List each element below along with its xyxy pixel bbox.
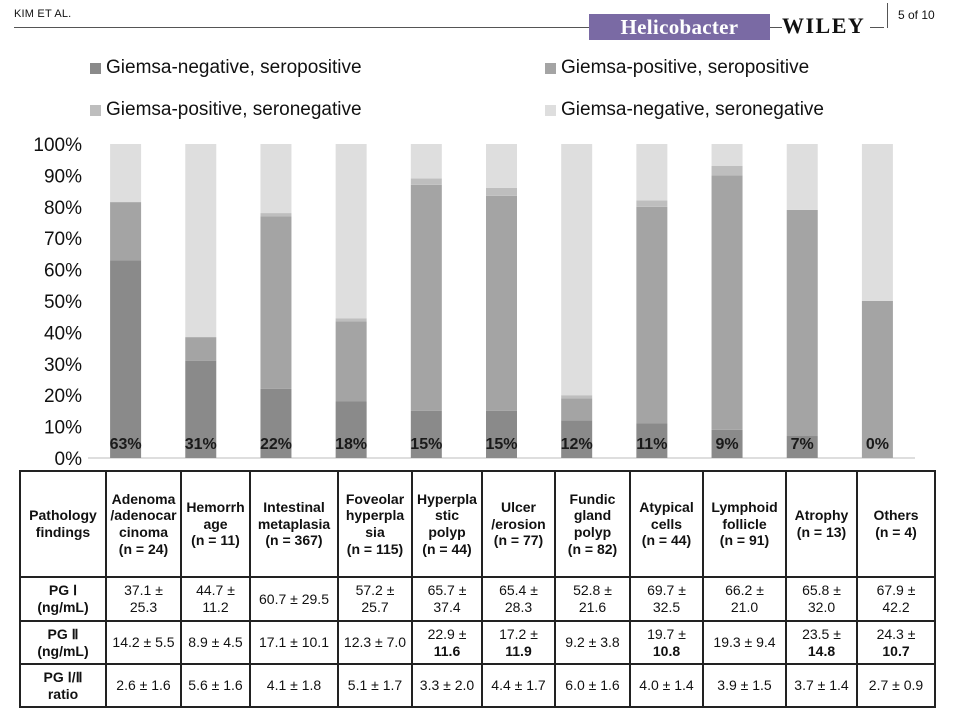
cell-text: 37.1 ± <box>124 582 163 599</box>
bar-segment-giemsa-neg-seroneg <box>712 144 743 166</box>
bar-segment-giemsa-neg-seroneg <box>787 144 818 210</box>
column-header <box>181 471 250 577</box>
cell-text: Hyperpla <box>417 490 477 507</box>
legend-swatch <box>545 63 556 74</box>
cell-text: (n = 44) <box>641 532 692 549</box>
bar-data-label: 15% <box>410 436 443 453</box>
table-cell <box>857 621 935 664</box>
cell-text: PG Ⅱ <box>47 625 79 642</box>
header-rule <box>870 27 884 28</box>
cell-text: age <box>203 515 228 532</box>
cell-text: /adenocar <box>110 507 177 524</box>
cell-text: 23.5 ± <box>802 625 841 642</box>
cell-text: Others <box>873 507 919 524</box>
cell-text: Hemorrh <box>186 499 245 516</box>
table-cell <box>250 664 338 707</box>
bar-segment-giemsa-pos-seropos <box>411 185 442 411</box>
publisher-logo: WILEY <box>782 13 866 38</box>
column-header <box>338 471 412 577</box>
bar-segment-giemsa-pos-seropos <box>486 196 517 411</box>
table-cell <box>106 577 181 621</box>
bar-segment-giemsa-neg-seroneg <box>110 144 141 202</box>
cell-text: 4.1 ± 1.8 <box>266 677 322 694</box>
bar-segment-giemsa-pos-seroneg <box>411 179 442 185</box>
cell-text: 57.2 ± <box>355 582 395 599</box>
y-tick-label: 0% <box>54 449 82 470</box>
cell-text: 11.2 <box>202 599 229 615</box>
cell-text: sia <box>365 524 385 540</box>
column-header <box>786 471 857 577</box>
cell-text: (n = 11) <box>191 532 240 549</box>
bar-segment-giemsa-neg-seroneg <box>636 144 667 201</box>
cell-text: 17.1 ± 10.1 <box>259 634 329 651</box>
cell-text: (n = 44) <box>422 540 472 557</box>
cell-text: 21.0 <box>730 599 759 615</box>
bar-data-label: 9% <box>715 436 739 453</box>
y-tick-label: 70% <box>43 229 82 251</box>
y-tick-label: 30% <box>43 354 82 376</box>
cell-text: 3.3 ± 2.0 <box>419 677 475 694</box>
cell-text: 60.7 ± 29.5 <box>259 590 329 607</box>
table-cell <box>412 621 482 664</box>
table-body <box>20 577 935 707</box>
table-cell <box>106 664 181 707</box>
legend-label: Giemsa-positive, seropositive <box>561 57 810 78</box>
table-cell <box>482 621 555 664</box>
bar-segment-giemsa-pos-seroneg <box>636 201 667 207</box>
bar-data-label: 15% <box>485 436 518 453</box>
cell-text: 2.7 ± 0.9 <box>868 677 924 694</box>
cell-text: 11.6 <box>433 642 461 659</box>
cell-text: 14.8 <box>807 642 836 659</box>
legend-item-giemsa-neg-seropos <box>90 57 362 79</box>
table-header-row <box>20 471 935 577</box>
cell-text: 11.9 <box>505 642 532 659</box>
legend-label: Giemsa-positive, seronegative <box>106 99 362 120</box>
cell-text: 65.4 ± <box>499 582 538 599</box>
column-header <box>106 471 181 577</box>
row-header <box>20 621 106 664</box>
cell-text: 4.4 ± 1.7 <box>491 677 546 694</box>
table-row <box>20 664 935 707</box>
table-cell <box>482 664 555 707</box>
legend-item-giemsa-pos-seropos <box>545 57 809 79</box>
bar-segment-giemsa-pos-seropos <box>862 301 893 458</box>
cell-text: 25.7 <box>361 599 389 615</box>
legend-label: Giemsa-negative, seronegative <box>561 99 824 120</box>
y-tick-label: 20% <box>43 386 82 408</box>
cell-text: 67.9 ± <box>876 582 916 599</box>
cell-text: cells <box>650 515 683 532</box>
table-cell <box>630 577 703 621</box>
cell-text: (ng/mL) <box>37 642 89 659</box>
y-tick-label: 50% <box>43 292 82 313</box>
bar-segment-giemsa-neg-seroneg <box>411 144 442 179</box>
cell-text: 65.8 ± <box>802 582 841 599</box>
y-tick-label: 90% <box>43 166 82 188</box>
cell-text: 4.0 ± 1.4 <box>639 677 694 694</box>
table-cell <box>857 577 935 621</box>
table-cell <box>703 621 786 664</box>
cell-text: Lymphoid <box>711 499 778 516</box>
column-header <box>630 471 703 577</box>
cell-text: Atrophy <box>794 507 849 524</box>
table-cell <box>555 577 630 621</box>
table-cell <box>555 664 630 707</box>
cell-text: PG Ⅰ/Ⅱ <box>43 668 83 685</box>
table-cell <box>106 621 181 664</box>
bar-segment-giemsa-pos-seroneg <box>561 395 592 398</box>
legend-swatch <box>545 105 556 116</box>
bar-data-label: 31% <box>184 436 217 453</box>
stacked-bar-chart <box>0 130 953 470</box>
cell-text: (n = 115) <box>346 540 404 557</box>
cell-text: ratio <box>47 685 79 702</box>
table-cell <box>412 664 482 707</box>
cell-text: 10.7 <box>882 642 910 659</box>
bar-data-label: 22% <box>259 436 292 453</box>
table-cell <box>338 621 412 664</box>
bar-segment-giemsa-pos-seropos <box>336 321 367 401</box>
table-cell <box>786 664 857 707</box>
bar-segment-giemsa-neg-seroneg <box>862 144 893 301</box>
cell-text: hyperpla <box>345 507 405 524</box>
table-cell <box>630 621 703 664</box>
table-cell <box>786 577 857 621</box>
header-rule <box>14 27 589 28</box>
table-cell <box>857 664 935 707</box>
cell-text: 17.2 ± <box>499 625 538 642</box>
table-cell <box>181 664 250 707</box>
table-cell <box>786 621 857 664</box>
cell-text: 66.2 ± <box>725 582 764 599</box>
cell-text: polyp <box>573 524 612 540</box>
table-cell <box>250 577 338 621</box>
cell-text: 22.9 ± <box>427 625 467 642</box>
bar-segment-giemsa-neg-seroneg <box>185 144 216 337</box>
table-cell <box>181 621 250 664</box>
bar-segment-giemsa-pos-seropos <box>787 210 818 436</box>
table-row <box>20 621 935 664</box>
cell-text: 9.2 ± 3.8 <box>565 634 620 651</box>
bar-segment-giemsa-pos-seropos <box>110 202 141 260</box>
table-cell <box>630 664 703 707</box>
pepsinogen-table <box>19 470 936 708</box>
cell-text: cinoma <box>118 524 168 540</box>
column-header <box>703 471 786 577</box>
table-row <box>20 577 935 621</box>
page-number: 5 of 10 <box>898 8 935 22</box>
bar-segment-giemsa-pos-seroneg <box>486 188 517 196</box>
cell-text: (n = 82) <box>567 540 618 557</box>
table-cell <box>250 621 338 664</box>
cell-text: 32.5 <box>652 599 681 615</box>
bar-data-label: 12% <box>560 436 593 453</box>
cell-text: (ng/mL) <box>37 599 89 615</box>
cell-text: Intestinal <box>263 499 325 516</box>
cell-text: 32.0 <box>807 599 836 615</box>
y-tick-label: 10% <box>43 417 82 439</box>
cell-text: Ulcer <box>500 499 537 516</box>
cell-text: 10.8 <box>652 642 681 659</box>
cell-text: 3.7 ± 1.4 <box>794 677 849 694</box>
cell-text: 19.7 ± <box>647 625 686 642</box>
column-header <box>412 471 482 577</box>
bar-data-label: 7% <box>790 436 814 453</box>
cell-text: (n = 367) <box>265 532 323 549</box>
cell-text: (n = 13) <box>796 524 847 540</box>
cell-text: Atypical <box>639 499 694 516</box>
cell-text: 8.9 ± 4.5 <box>188 634 243 651</box>
bar-data-label: 11% <box>636 436 668 453</box>
bar-segment-giemsa-pos-seroneg <box>712 166 743 175</box>
running-head-author: KIM ET AL. <box>14 8 72 20</box>
cell-text: 2.6 ± 1.6 <box>116 677 171 694</box>
cell-text: 44.7 ± <box>196 582 235 599</box>
bar-segment-giemsa-pos-seroneg <box>260 213 291 216</box>
cell-text: polyp <box>428 524 466 540</box>
bar-segment-giemsa-pos-seropos <box>185 337 216 361</box>
y-tick-label: 100% <box>33 135 82 156</box>
cell-text: 69.7 ± <box>647 582 686 599</box>
cell-text: follicle <box>722 515 767 532</box>
table-cell <box>181 577 250 621</box>
table-cell <box>338 577 412 621</box>
bar-segment-giemsa-pos-seropos <box>636 207 667 424</box>
bar-segment-giemsa-neg-seroneg <box>260 144 291 213</box>
legend-label: Giemsa-negative, seropositive <box>106 57 362 78</box>
y-tick-label: 40% <box>43 323 82 345</box>
cell-text: Pathology <box>29 507 97 524</box>
cell-text: Fundic <box>569 490 616 507</box>
cell-text: 5.1 ± 1.7 <box>347 677 403 694</box>
cell-text: 19.3 ± 9.4 <box>713 634 776 651</box>
bar-segment-giemsa-neg-seroneg <box>486 144 517 188</box>
cell-text: 42.2 <box>882 599 910 615</box>
legend-swatch <box>90 63 101 74</box>
cell-text: 6.0 ± 1.6 <box>565 677 620 694</box>
cell-text: 52.8 ± <box>573 582 612 599</box>
cell-text: 24.3 ± <box>876 625 916 642</box>
bar-segment-giemsa-pos-seropos <box>561 398 592 420</box>
cell-text: (n = 4) <box>875 524 917 540</box>
cell-text: Foveolar <box>345 490 405 507</box>
cell-text: 21.6 <box>578 599 607 615</box>
table-cell <box>482 577 555 621</box>
bar-segment-giemsa-pos-seroneg <box>336 318 367 321</box>
cell-text: (n = 77) <box>493 532 544 549</box>
cell-text: 12.3 ± 7.0 <box>343 634 407 651</box>
cell-text: 28.3 <box>504 599 533 615</box>
row-header <box>20 664 106 707</box>
bar-data-label: 18% <box>335 436 368 453</box>
table-cell <box>555 621 630 664</box>
cell-text: stic <box>434 507 460 524</box>
header-divider <box>887 3 888 28</box>
cell-text: (n = 24) <box>118 540 169 557</box>
y-tick-label: 60% <box>43 260 82 282</box>
cell-text: /erosion <box>491 515 546 532</box>
legend-item-giemsa-neg-seroneg <box>545 99 824 121</box>
column-header <box>857 471 935 577</box>
cell-text: gland <box>573 507 612 524</box>
bar-segment-giemsa-neg-seropos <box>110 260 141 458</box>
bar-segment-giemsa-neg-seroneg <box>336 144 367 318</box>
bar-segment-giemsa-neg-seroneg <box>561 144 592 395</box>
cell-text: metaplasia <box>257 515 331 532</box>
y-tick-label: 80% <box>43 197 82 219</box>
journal-banner <box>589 14 770 40</box>
table-cell <box>338 664 412 707</box>
cell-text: 65.7 ± <box>427 582 467 599</box>
cell-text: 5.6 ± 1.6 <box>188 677 243 694</box>
table-cell <box>703 577 786 621</box>
column-header <box>482 471 555 577</box>
cell-text: 37.4 <box>433 599 461 615</box>
table-corner-header <box>20 471 106 577</box>
cell-text: 3.9 ± 1.5 <box>717 677 772 694</box>
cell-text: PG Ⅰ <box>48 582 78 599</box>
legend-item-giemsa-pos-seroneg <box>90 99 362 121</box>
cell-text: findings <box>35 524 91 540</box>
journal-name: Helicobacter <box>620 14 739 39</box>
row-header <box>20 577 106 621</box>
bar-segment-giemsa-pos-seropos <box>260 216 291 389</box>
bar-data-label: 63% <box>109 436 142 453</box>
bar-segment-giemsa-pos-seropos <box>712 175 743 429</box>
table-cell <box>703 664 786 707</box>
header-rule <box>770 27 782 28</box>
bar-data-label: 0% <box>865 436 889 453</box>
column-header <box>555 471 630 577</box>
cell-text: (n = 91) <box>719 532 770 549</box>
cell-text: 14.2 ± 5.5 <box>112 634 175 651</box>
legend-swatch <box>90 105 101 116</box>
table-cell <box>412 577 482 621</box>
cell-text: Adenoma <box>111 490 176 507</box>
cell-text: 25.3 <box>129 599 158 615</box>
column-header <box>250 471 338 577</box>
